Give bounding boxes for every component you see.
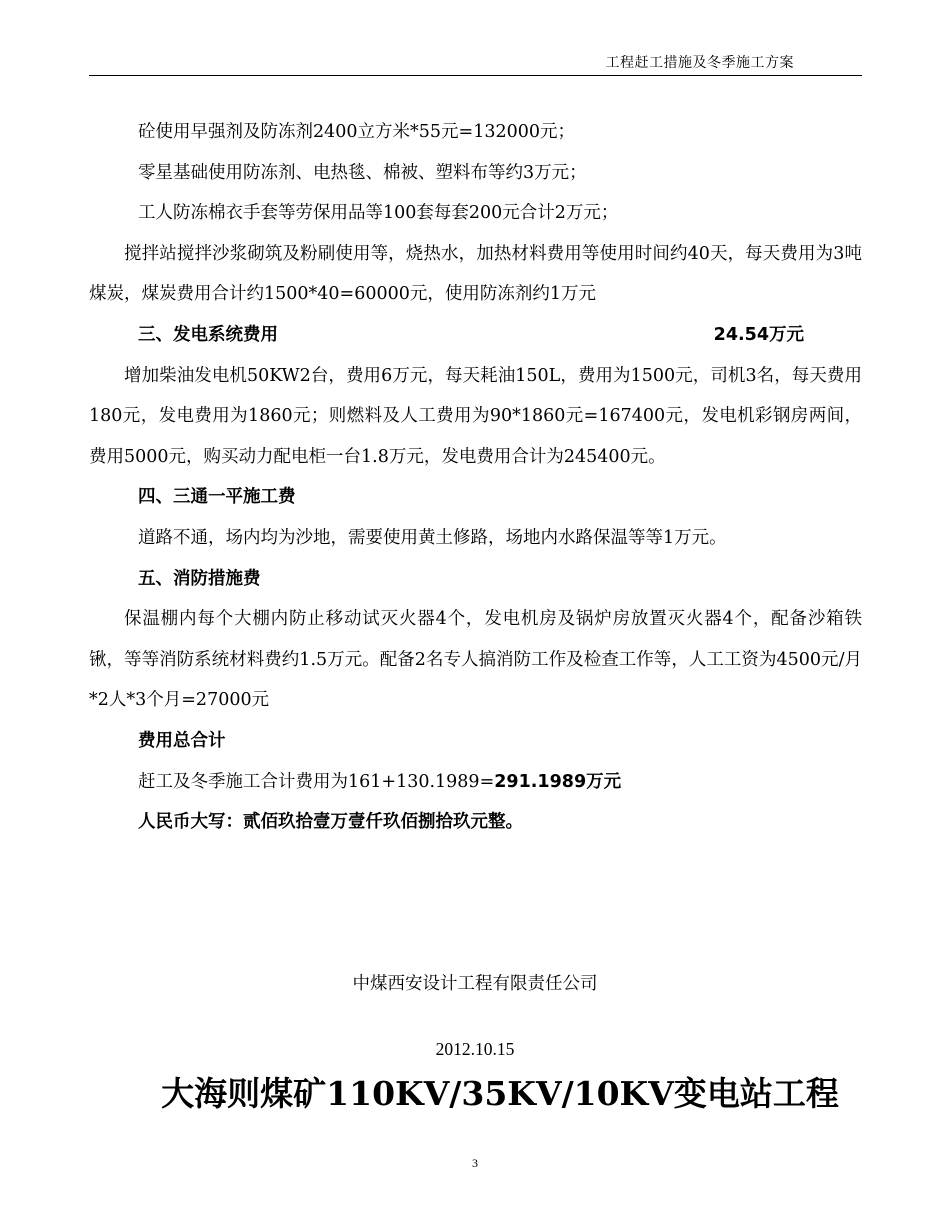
- page-number: 3: [472, 1156, 478, 1170]
- total-heading: 费用总合计: [138, 730, 226, 751]
- rmb-amount-line: 人民币大写：贰佰玖拾壹万壹仟玖佰捌拾玖元整。: [138, 812, 523, 833]
- total-line-value: 291.1989万元: [494, 771, 622, 792]
- section-3-title: 三、发电系统费用: [138, 324, 278, 345]
- section-5-heading: 五、消防措施费: [138, 568, 261, 589]
- section-4-heading: 四、三通一平施工费: [138, 487, 296, 508]
- paragraph-labor-protection: 工人防冻棉衣手套等劳保用品等100套每套200元合计2万元；: [138, 203, 619, 224]
- page-header-title: 工程赶工措施及冬季施工方案: [605, 55, 794, 71]
- section-3-heading: [89, 315, 862, 356]
- paragraph-site-road: 道路不通，场内均为沙地，需要使用黄土修路，场地内水路保温等等1万元。: [138, 527, 727, 548]
- total-line-prefix: 赶工及冬季施工合计费用为161+130.1989=: [138, 771, 495, 792]
- project-title: 大海则煤矿110KV/35KV/10KV变电站工程: [161, 1074, 839, 1113]
- paragraph-mixing-station: 搅拌站搅拌沙浆砌筑及粉刷使用等，烧热水，加热材料费用等使用时间约40天，每天费用为3吨煤炭，煤炭费用合计约1500*40=60000元，使用防冻剂约1万元: [89, 243, 862, 305]
- paragraph-fire-protection: 保温棚内每个大棚内防止移动试灭火器4个，发电机房及锅炉房放置灭火器4个，配备沙箱铁锹，等等消防系统材料费约1.5万元。配备2名专人搞消防工作及检查工作等，人工工资为4500元/月*2人*3个月=27000元: [89, 609, 862, 711]
- section-3-amount: 24.54: [713, 324, 769, 345]
- paragraph-generator: 增加柴油发电机50KW2台，费用6万元，每天耗油150L，费用为1500元，司机3名，每天费用180元，发电费用为1860元；则燃料及人工费用为90*1860元=167400元，发电机彩钢房两间，费用5000元，购买动力配电柜一台1.8万元，发电费用合计为245400元。: [89, 365, 862, 467]
- document-date: 2012.10.15: [435, 1039, 515, 1059]
- paragraph-concrete-additives: 砼使用早强剂及防冻剂2400立方米*55元=132000元；: [138, 122, 576, 142]
- paragraph-foundation-materials: 零星基础使用防冻剂、电热毯、棉被、塑料布等约3万元；: [138, 162, 587, 183]
- company-name: 中煤西安设计工程有限责任公司: [352, 974, 598, 994]
- section-3-unit: 万元: [769, 324, 804, 345]
- header-divider: [89, 75, 862, 76]
- document-body: [89, 112, 862, 843]
- section-3-amount-group: [714, 315, 804, 356]
- total-line: [89, 762, 862, 803]
